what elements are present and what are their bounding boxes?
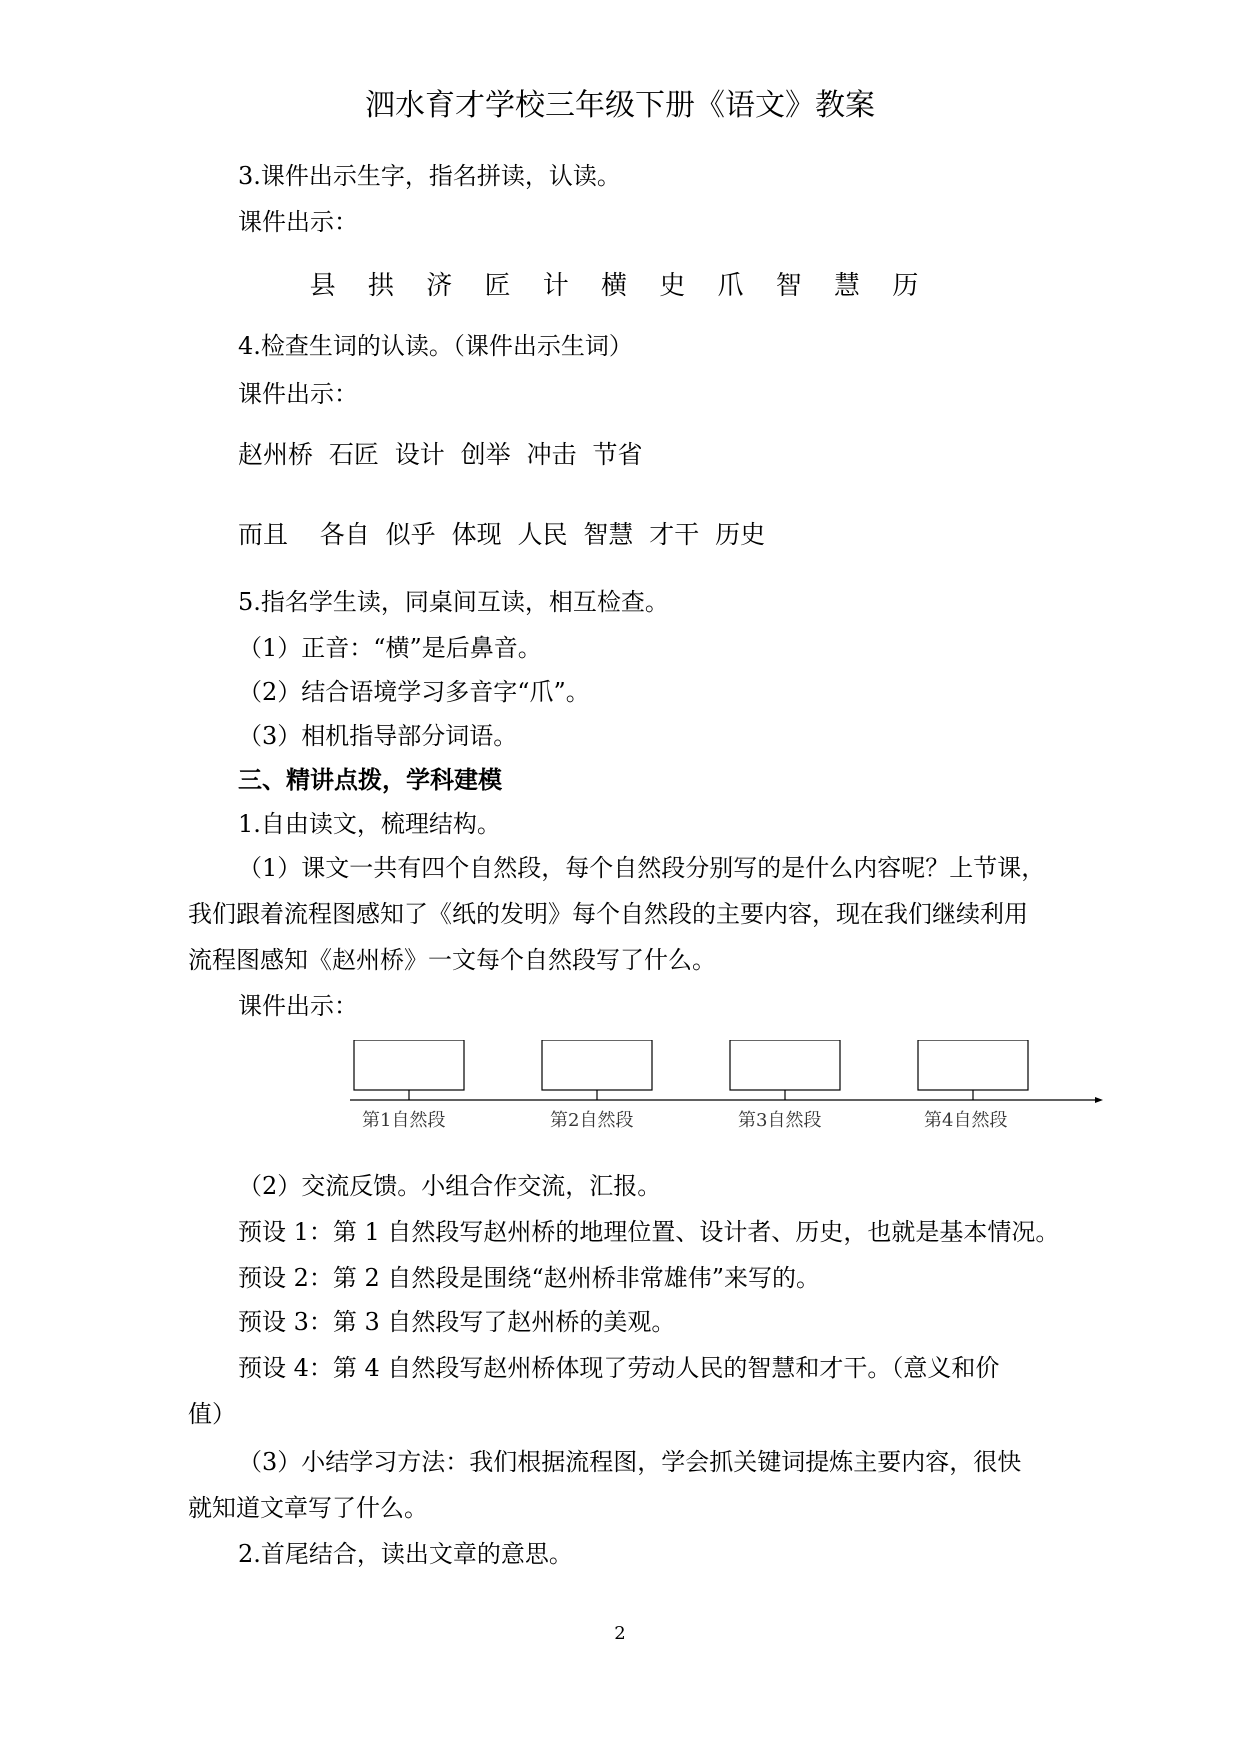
vocabulary-line-2: 而且 各自 似乎 体现 人民 智慧 才干 历史	[238, 520, 766, 549]
flow-chart-diagram	[350, 1040, 1110, 1140]
flow-label-2: 第2自然段	[550, 1110, 634, 1131]
paragraph: 4.检查生词的认读。（课件出示生词）	[238, 332, 633, 360]
paragraph: 预设 3：第 3 自然段写了赵州桥的美观。	[238, 1308, 676, 1336]
paragraph: 就知道文章写了什么。	[188, 1494, 428, 1522]
paragraph: （2）结合语境学习多音字“爪”。	[238, 678, 590, 706]
paragraph: 流程图感知《赵州桥》一文每个自然段写了什么。	[188, 946, 716, 974]
paragraph: （3）相机指导部分词语。	[238, 722, 518, 750]
paragraph: 课件出示：	[238, 380, 358, 408]
vocabulary-line-1: 赵州桥 石匠 设计 创举 冲击 节省	[238, 440, 643, 469]
paragraph: 5.指名学生读，同桌间互读，相互检查。	[238, 588, 669, 616]
paragraph: 课件出示：	[238, 208, 358, 236]
flow-label-4: 第4自然段	[924, 1110, 1008, 1131]
paragraph: 我们跟着流程图感知了《纸的发明》每个自然段的主要内容，现在我们继续利用	[188, 900, 1028, 928]
flow-label-3: 第3自然段	[738, 1110, 822, 1131]
paragraph: 课件出示：	[238, 992, 358, 1020]
paragraph: 1.自由读文，梳理结构。	[238, 810, 501, 838]
flow-label-1: 第1自然段	[362, 1110, 446, 1131]
paragraph: （1）正音：“横”是后鼻音。	[238, 634, 542, 662]
paragraph: 预设 4：第 4 自然段写赵州桥体现了劳动人民的智慧和才干。（意义和价	[238, 1354, 1000, 1382]
flow-box-1	[354, 1040, 464, 1100]
paragraph: （2）交流反馈。小组合作交流，汇报。	[238, 1172, 662, 1200]
paragraph: 2.首尾结合，读出文章的意思。	[238, 1540, 573, 1568]
arrow-head-icon	[1095, 1097, 1103, 1103]
section-heading: 三、精讲点拨，学科建模	[238, 766, 502, 794]
paragraph: 预设 1：第 1 自然段写赵州桥的地理位置、设计者、历史，也就是基本情况。	[238, 1218, 1060, 1246]
paragraph: （1）课文一共有四个自然段，每个自然段分别写的是什么内容呢？上节课，	[238, 854, 1046, 882]
new-characters-line: 县 拱 济 匠 计 横 史 爪 智 慧 历	[309, 271, 931, 301]
page-title: 泗水育才学校三年级下册《语文》教案	[365, 88, 875, 123]
flow-box-4	[918, 1040, 1028, 1100]
flow-box-2	[542, 1040, 652, 1100]
paragraph: （3）小结学习方法：我们根据流程图，学会抓关键词提炼主要内容，很快	[238, 1448, 1022, 1476]
paragraph: 3.课件出示生字，指名拼读，认读。	[238, 162, 621, 190]
flow-box-3	[730, 1040, 840, 1100]
paragraph: 预设 2：第 2 自然段是围绕“赵州桥非常雄伟”来写的。	[238, 1264, 820, 1292]
paragraph: 值）	[188, 1400, 236, 1428]
page-number: 2	[614, 1623, 626, 1644]
